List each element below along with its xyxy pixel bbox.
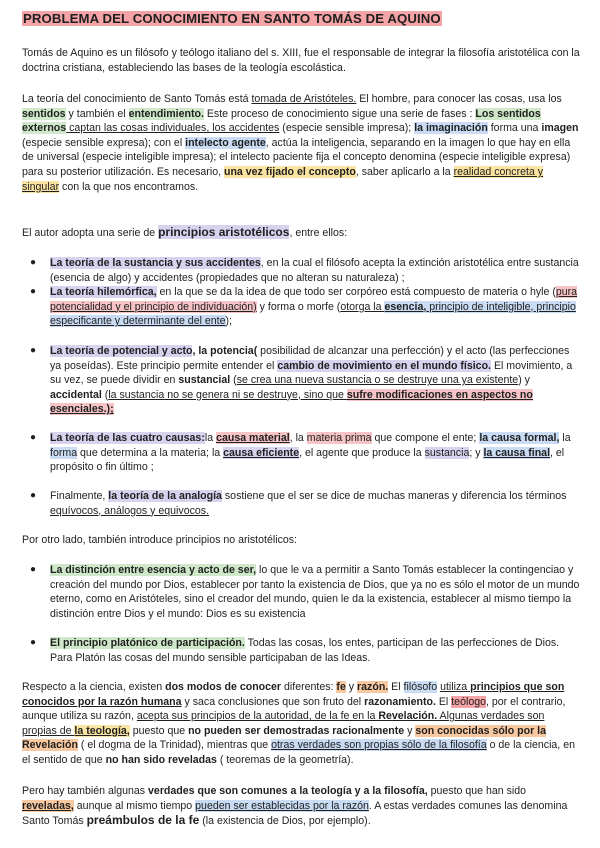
text-span: , el agente que produce la xyxy=(299,446,425,459)
bullet-icon: ● xyxy=(30,432,37,443)
text-span: principio de inteligible, principio especificante y determinante del ente xyxy=(50,300,576,328)
text-span: no pueden ser demostradas racionalmente xyxy=(188,724,405,737)
text-span: forma una xyxy=(487,122,542,135)
list-item xyxy=(30,344,580,417)
text-span: acepta sus principios de la autoridad, de la fe en la xyxy=(136,710,379,723)
text-span: El movimiento, a su vez, se puede dividir en xyxy=(50,359,573,387)
text-span: que compone el ente; xyxy=(371,432,480,444)
list-item xyxy=(30,431,580,475)
text-span: Los sentidos externos xyxy=(22,107,541,135)
text-span: sustancia xyxy=(424,446,470,459)
text-span: puesto que xyxy=(129,724,189,737)
bullet-icon: ● xyxy=(30,257,37,268)
intro-paragraph: Tomás de Aquino es un filósofo y teólogo italiano del s. XIII, fue el responsable de integrar la filosofía aristotélica con la doctrina cristiana, estableciendo las bases de la teología escolástica. xyxy=(22,47,580,74)
text-span: El principio platónico de participación. xyxy=(50,637,245,649)
text-span: Finalmente, xyxy=(50,490,109,502)
principles-intro xyxy=(22,225,580,241)
text-span: Revelación. xyxy=(378,710,438,723)
text-span: , actúa la inteligencia, separando en la imagen lo que hay en ella de universal (especie inteligible impresa); el intelecto paciente fija el concepto denomina (especie inteligible expresa) para su posterior utilización. Es necesario, xyxy=(22,136,571,178)
non-aristotelian-intro: Por otro lado, también introduce principios no aristotélicos: xyxy=(22,534,297,546)
text-span: puesto que han sido xyxy=(427,785,527,797)
text-span: la teoría de la analogía xyxy=(108,490,222,502)
text-span: , saber aplicarlo a la xyxy=(355,165,454,178)
text-span: Pero hay también algunas xyxy=(22,785,149,797)
text-span: El xyxy=(388,681,404,693)
text-span: con la que nos encontramos. xyxy=(59,180,199,193)
text-span: razonamiento. xyxy=(364,695,436,708)
text-span: principios aristotélicos xyxy=(158,225,290,239)
text-span: . A estas verdades comunes las denomina Santo Tomás xyxy=(22,799,568,828)
text-span: dos modos de conocer xyxy=(165,681,282,693)
text-span: El hombre, para conocer las cosas, usa los xyxy=(356,93,562,105)
text-span: captan las cosas individuales, los accidentes xyxy=(66,122,280,135)
text-span: intelecto agente xyxy=(185,136,266,149)
bullet-icon: ● xyxy=(30,286,37,297)
text-span: (especie sensible expresa); con el xyxy=(22,136,186,149)
text-span: forma xyxy=(50,446,78,459)
text-span: La teoría del conocimiento de Santo Tomás está xyxy=(22,93,252,105)
text-span: la xyxy=(204,432,217,444)
text-span: , la potencia( xyxy=(192,345,258,357)
text-span: y xyxy=(404,724,416,737)
text-span: realidad concreta y singular xyxy=(22,165,544,193)
text-span: preámbulos de la fe xyxy=(86,813,200,828)
text-span: La teoría de la sustancia y sus accidentes xyxy=(50,257,261,269)
text-span: otorga la xyxy=(340,300,385,313)
text-span: ) y xyxy=(518,374,530,387)
text-span: aunque al mismo tiempo xyxy=(73,799,196,812)
text-span: cambio de movimiento en el mundo físico. xyxy=(277,359,491,372)
text-span: ( xyxy=(230,374,237,387)
text-span: la xyxy=(559,432,571,444)
text-span: materia prima xyxy=(306,432,372,444)
text-span: la sustancia no se genera ni se destruye, sino que xyxy=(108,388,347,401)
text-span: sostiene que el ser se dice de muchas maneras y diferencia los términos xyxy=(221,490,567,502)
text-span: filósofo xyxy=(403,681,438,693)
list-item xyxy=(30,256,580,285)
text-span: verdades que son comunes a la teología y a la filosofía, xyxy=(148,785,428,797)
text-span: ( teoremas de la geometría). xyxy=(216,753,354,766)
bullet-icon: ● xyxy=(30,637,37,648)
text-span: equívocos, análogos y equivocos. xyxy=(50,504,210,517)
text-span: causa eficiente xyxy=(223,446,300,459)
text-span: que determina a la materia; la xyxy=(77,446,224,459)
text-span: sufre modificaciones en aspectos no esenciales.); xyxy=(50,388,533,416)
text-span: Todas las cosas, los entes, participan de las perfecciones de Dios. Para Platón las cosas del mundo sensible participaban de las Ideas. xyxy=(50,637,560,664)
text-span: utiliza xyxy=(440,681,468,693)
bullet-icon: ● xyxy=(30,564,37,575)
text-span: la teología, xyxy=(74,724,130,737)
science-paragraph xyxy=(22,680,580,768)
text-span: ( el dogma de la Trinidad), mientras que xyxy=(77,739,272,752)
text-span: ( xyxy=(101,388,109,401)
text-span: Respecto a la ciencia, existen xyxy=(22,681,166,693)
text-span: entendimiento. xyxy=(128,107,204,120)
text-span: otras verdades son propias sólo de la filosofía xyxy=(271,739,487,752)
text-span: y forma o morfe ( xyxy=(256,300,341,313)
text-span: lo que le va a permitir a Santo Tomás establecer la contingenciao y creación del mundo por Dios, establecer por tanto la existencia de Dios, que ya no es sólo el motor de un mundo eterno, como en Aristóteles, sino el creador del mundo, quien le da la existencia, establecer al mismo tiempo la distinción entre Dios y el mundo: Dios es su existencia xyxy=(50,564,580,620)
text-span: no han sido reveladas xyxy=(105,753,217,766)
text-span: teólogo xyxy=(451,695,486,708)
text-span: la causa final xyxy=(483,446,551,459)
text-span: sustancial xyxy=(178,374,231,387)
theory-paragraph xyxy=(22,92,580,194)
list-item xyxy=(30,489,580,518)
text-span: razón. xyxy=(357,681,389,693)
text-span: tomada de Aristóteles. xyxy=(251,93,357,105)
text-span: reveladas, xyxy=(22,799,74,812)
text-span: imagen xyxy=(541,122,579,135)
text-span: diferentes: xyxy=(281,681,337,693)
text-span: Este proceso de conocimiento sigue una serie de fases : xyxy=(203,107,476,120)
text-span: accidental xyxy=(50,388,102,401)
list-item xyxy=(30,285,580,329)
text-span: La teoría hilemórfica, xyxy=(50,286,157,298)
text-span: (la existencia de Dios, por ejemplo). xyxy=(199,815,371,828)
text-span: pueden ser establecidas por la razón xyxy=(195,799,369,812)
text-span: ; y xyxy=(469,446,484,459)
text-span: en la que se da la idea de que todo ser corpóreo está compuesto de materia o hyle ( xyxy=(156,286,556,298)
text-span: sentidos xyxy=(22,107,66,120)
text-span: ); xyxy=(225,315,232,328)
bullet-icon: ● xyxy=(30,345,37,356)
text-span: esencia, xyxy=(384,300,427,313)
text-span: se crea una nueva sustancia o se destruye una ya existente xyxy=(236,374,519,387)
text-span: la causa formal, xyxy=(479,432,560,444)
text-span: posibilidad de alcanzar una perfección) y el acto (las perfecciones ya poseídas). Este principio permite entender el xyxy=(50,345,570,372)
text-span: la imaginación xyxy=(414,122,488,135)
text-span: y saca conclusiones que son fruto del xyxy=(181,695,365,708)
text-span: , en la cual el filósofo acepta la extinción aristotélica entre sustancia (esencia de algo) y accidentes (propiedades que no alteran su naturaleza) ; xyxy=(50,257,579,284)
page-title xyxy=(22,12,442,27)
text-span: y xyxy=(345,681,358,693)
text-span: , el propósito o fin último ; xyxy=(50,446,565,474)
text-span: pura potencialidad y el principio de individuación) xyxy=(50,286,578,313)
list-item xyxy=(30,563,580,621)
text-span: son conocidas sólo por la Revelación xyxy=(22,724,547,752)
text-span: principios que son conocidos por la razón humana xyxy=(22,681,565,708)
text-span: Algunas verdades son propias de xyxy=(22,710,545,737)
text-span: y también el xyxy=(65,107,129,120)
text-span: La teoría de las cuatro causas: xyxy=(50,432,205,444)
text-span: una vez fijado el concepto xyxy=(223,165,356,178)
text-span: o de la ciencia, en el sentido de que xyxy=(22,739,575,766)
bullet-icon: ● xyxy=(30,490,37,501)
text-span: El autor adopta una serie de xyxy=(22,227,159,239)
text-span: PROBLEMA DEL CONOCIMIENTO EN SANTO TOMÁS DE AQUINO xyxy=(23,11,441,26)
text-span: (especie sensible impresa); xyxy=(279,122,415,135)
text-span: El xyxy=(435,695,452,708)
text-span: La distinción entre esencia y acto de ser, xyxy=(50,564,257,576)
text-span: causa material xyxy=(216,432,290,444)
text-span: , entre ellos: xyxy=(289,227,348,239)
text-span: , la xyxy=(289,432,307,444)
text-span: , por el contrario, aunque utiliza su razón, xyxy=(22,695,566,723)
text-span: fe xyxy=(336,681,346,693)
text-span: La teoría de potencial y acto xyxy=(50,345,193,357)
common-truths-paragraph xyxy=(22,784,580,829)
list-item xyxy=(30,636,580,665)
